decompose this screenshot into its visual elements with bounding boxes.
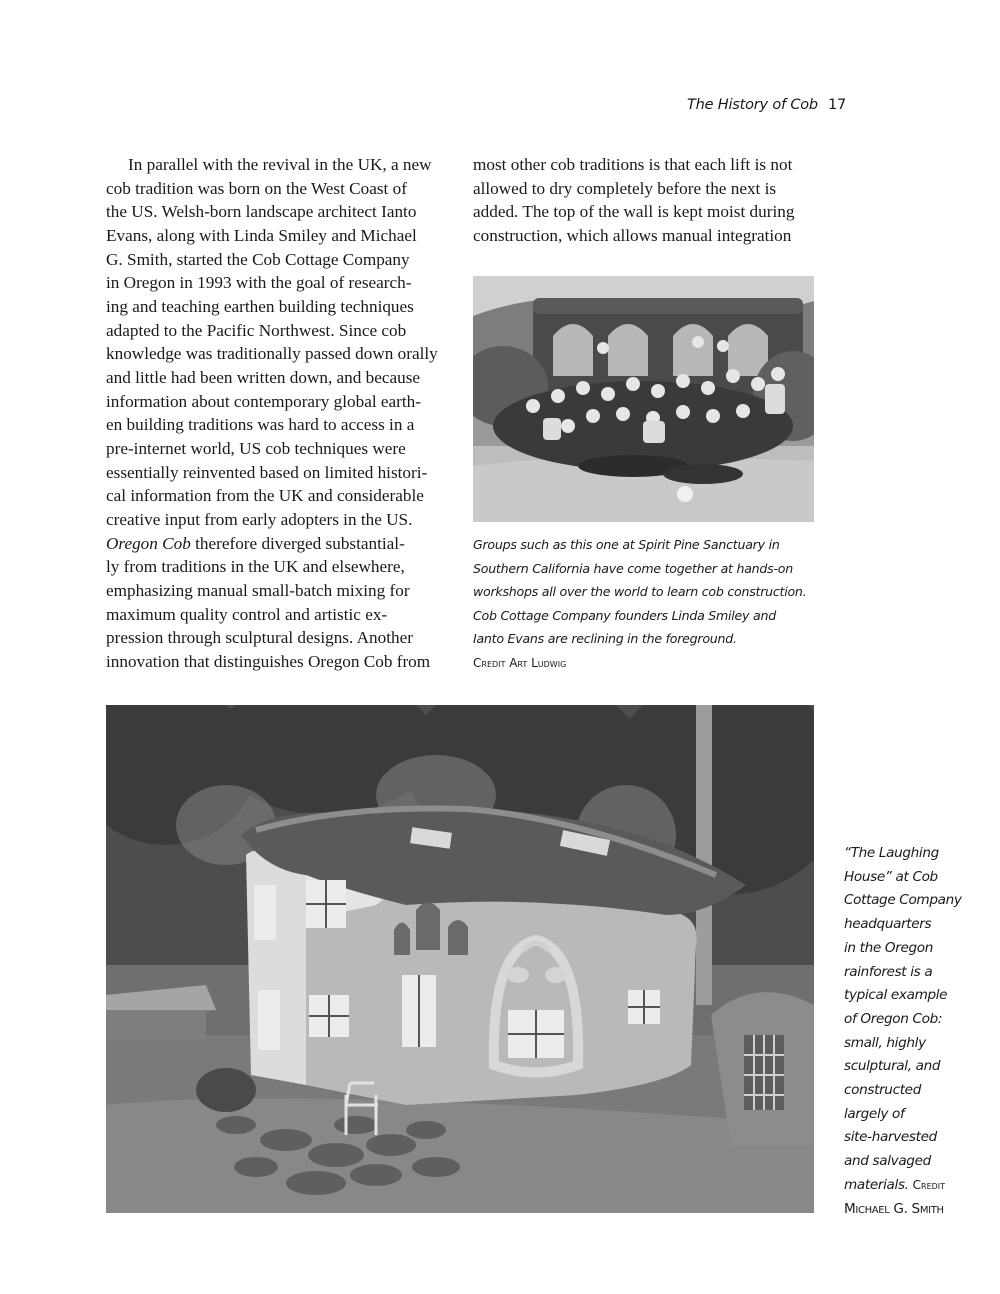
group-photo-credit: Credit Art Ludwig	[473, 656, 567, 670]
house-caption-line: and salvaged	[844, 1153, 931, 1169]
body-line: the US. Welsh-born landscape architect Ianto	[106, 202, 417, 221]
body-line: ly from traditions in the UK and elsewhere,	[106, 557, 405, 576]
body-line: G. Smith, started the Cob Cottage Company	[106, 250, 410, 269]
running-header	[687, 97, 846, 113]
house-photo-credit-label: Credit	[912, 1178, 946, 1192]
body-line: and little had been written down, and because	[106, 368, 421, 387]
house-caption-line: constructed	[844, 1082, 921, 1098]
body-line: construction, which allows manual integration	[473, 226, 792, 245]
body-line: ing and teaching earthen building techniques	[106, 297, 414, 316]
body-line-rest: therefore diverged substantial-	[190, 534, 405, 553]
group-photo	[473, 276, 814, 522]
group-caption-line: workshops all over the world to learn cob construction.	[473, 584, 807, 599]
house-caption-line: typical example	[844, 987, 948, 1003]
body-line: added. The top of the wall is kept moist during	[473, 202, 795, 221]
house-caption-line: rainforest is a	[844, 964, 933, 980]
body-line: innovation that distinguishes Oregon Cob from	[106, 652, 431, 671]
body-line: knowledge was traditionally passed down orally	[106, 344, 438, 363]
laughing-house-image	[106, 705, 814, 1213]
group-caption-line: Ianto Evans are reclining in the foreground.	[473, 631, 737, 646]
house-caption-line: Cottage Company	[844, 892, 962, 908]
house-caption-line	[844, 1177, 945, 1193]
house-caption-line: site-harvested	[844, 1129, 937, 1145]
body-line: cal information from the UK and considerable	[106, 486, 424, 505]
body-line: most other cob traditions is that each lift is not	[473, 155, 793, 174]
group-photo-image	[473, 276, 814, 522]
body-line: allowed to dry completely before the next is	[473, 179, 777, 198]
group-caption-line: Groups such as this one at Spirit Pine Sanctuary in	[473, 537, 780, 552]
oregon-cob-term: Oregon Cob	[106, 534, 191, 553]
body-line: in Oregon in 1993 with the goal of research-	[106, 273, 412, 292]
body-line: essentially reinvented based on limited histori-	[106, 463, 428, 482]
house-caption-line: of Oregon Cob:	[844, 1011, 943, 1027]
body-line: Evans, along with Linda Smiley and Michael	[106, 226, 417, 245]
house-caption-last: materials.	[844, 1177, 909, 1193]
body-line: emphasizing manual small-batch mixing for	[106, 581, 410, 600]
house-photo-credit-name: Michael G. Smith	[844, 1201, 944, 1217]
house-caption-line: headquarters	[844, 916, 932, 932]
house-caption-line: in the Oregon	[844, 940, 934, 956]
body-line: en building traditions was hard to access in a	[106, 415, 415, 434]
group-caption-line: Cob Cottage Company founders Linda Smiley and	[473, 608, 776, 623]
body-line: cob tradition was born on the West Coast of	[106, 179, 407, 198]
body-line: adapted to the Pacific Northwest. Since cob	[106, 321, 407, 340]
house-caption-line: “The Laughing	[844, 845, 939, 861]
body-line: information about contemporary global earth-	[106, 392, 421, 411]
body-line: creative input from early adopters in the US.	[106, 510, 413, 529]
laughing-house-photo	[106, 705, 814, 1213]
body-line	[106, 532, 405, 556]
body-line: In parallel with the revival in the UK, a new	[128, 155, 432, 174]
body-line: pression through sculptural designs. Another	[106, 628, 413, 647]
house-caption-line: small, highly	[844, 1035, 926, 1051]
house-caption-line: sculptural, and	[844, 1058, 941, 1074]
house-caption-line: House” at Cob	[844, 869, 938, 885]
body-line: maximum quality control and artistic ex-	[106, 605, 388, 624]
page-number: 17	[827, 97, 846, 113]
group-caption-line: Southern California have come together at hands-on	[473, 561, 793, 576]
chapter-title: The History of Cob	[686, 97, 818, 113]
body-line: pre-internet world, US cob techniques were	[106, 439, 406, 458]
house-caption-line: largely of	[844, 1106, 905, 1122]
